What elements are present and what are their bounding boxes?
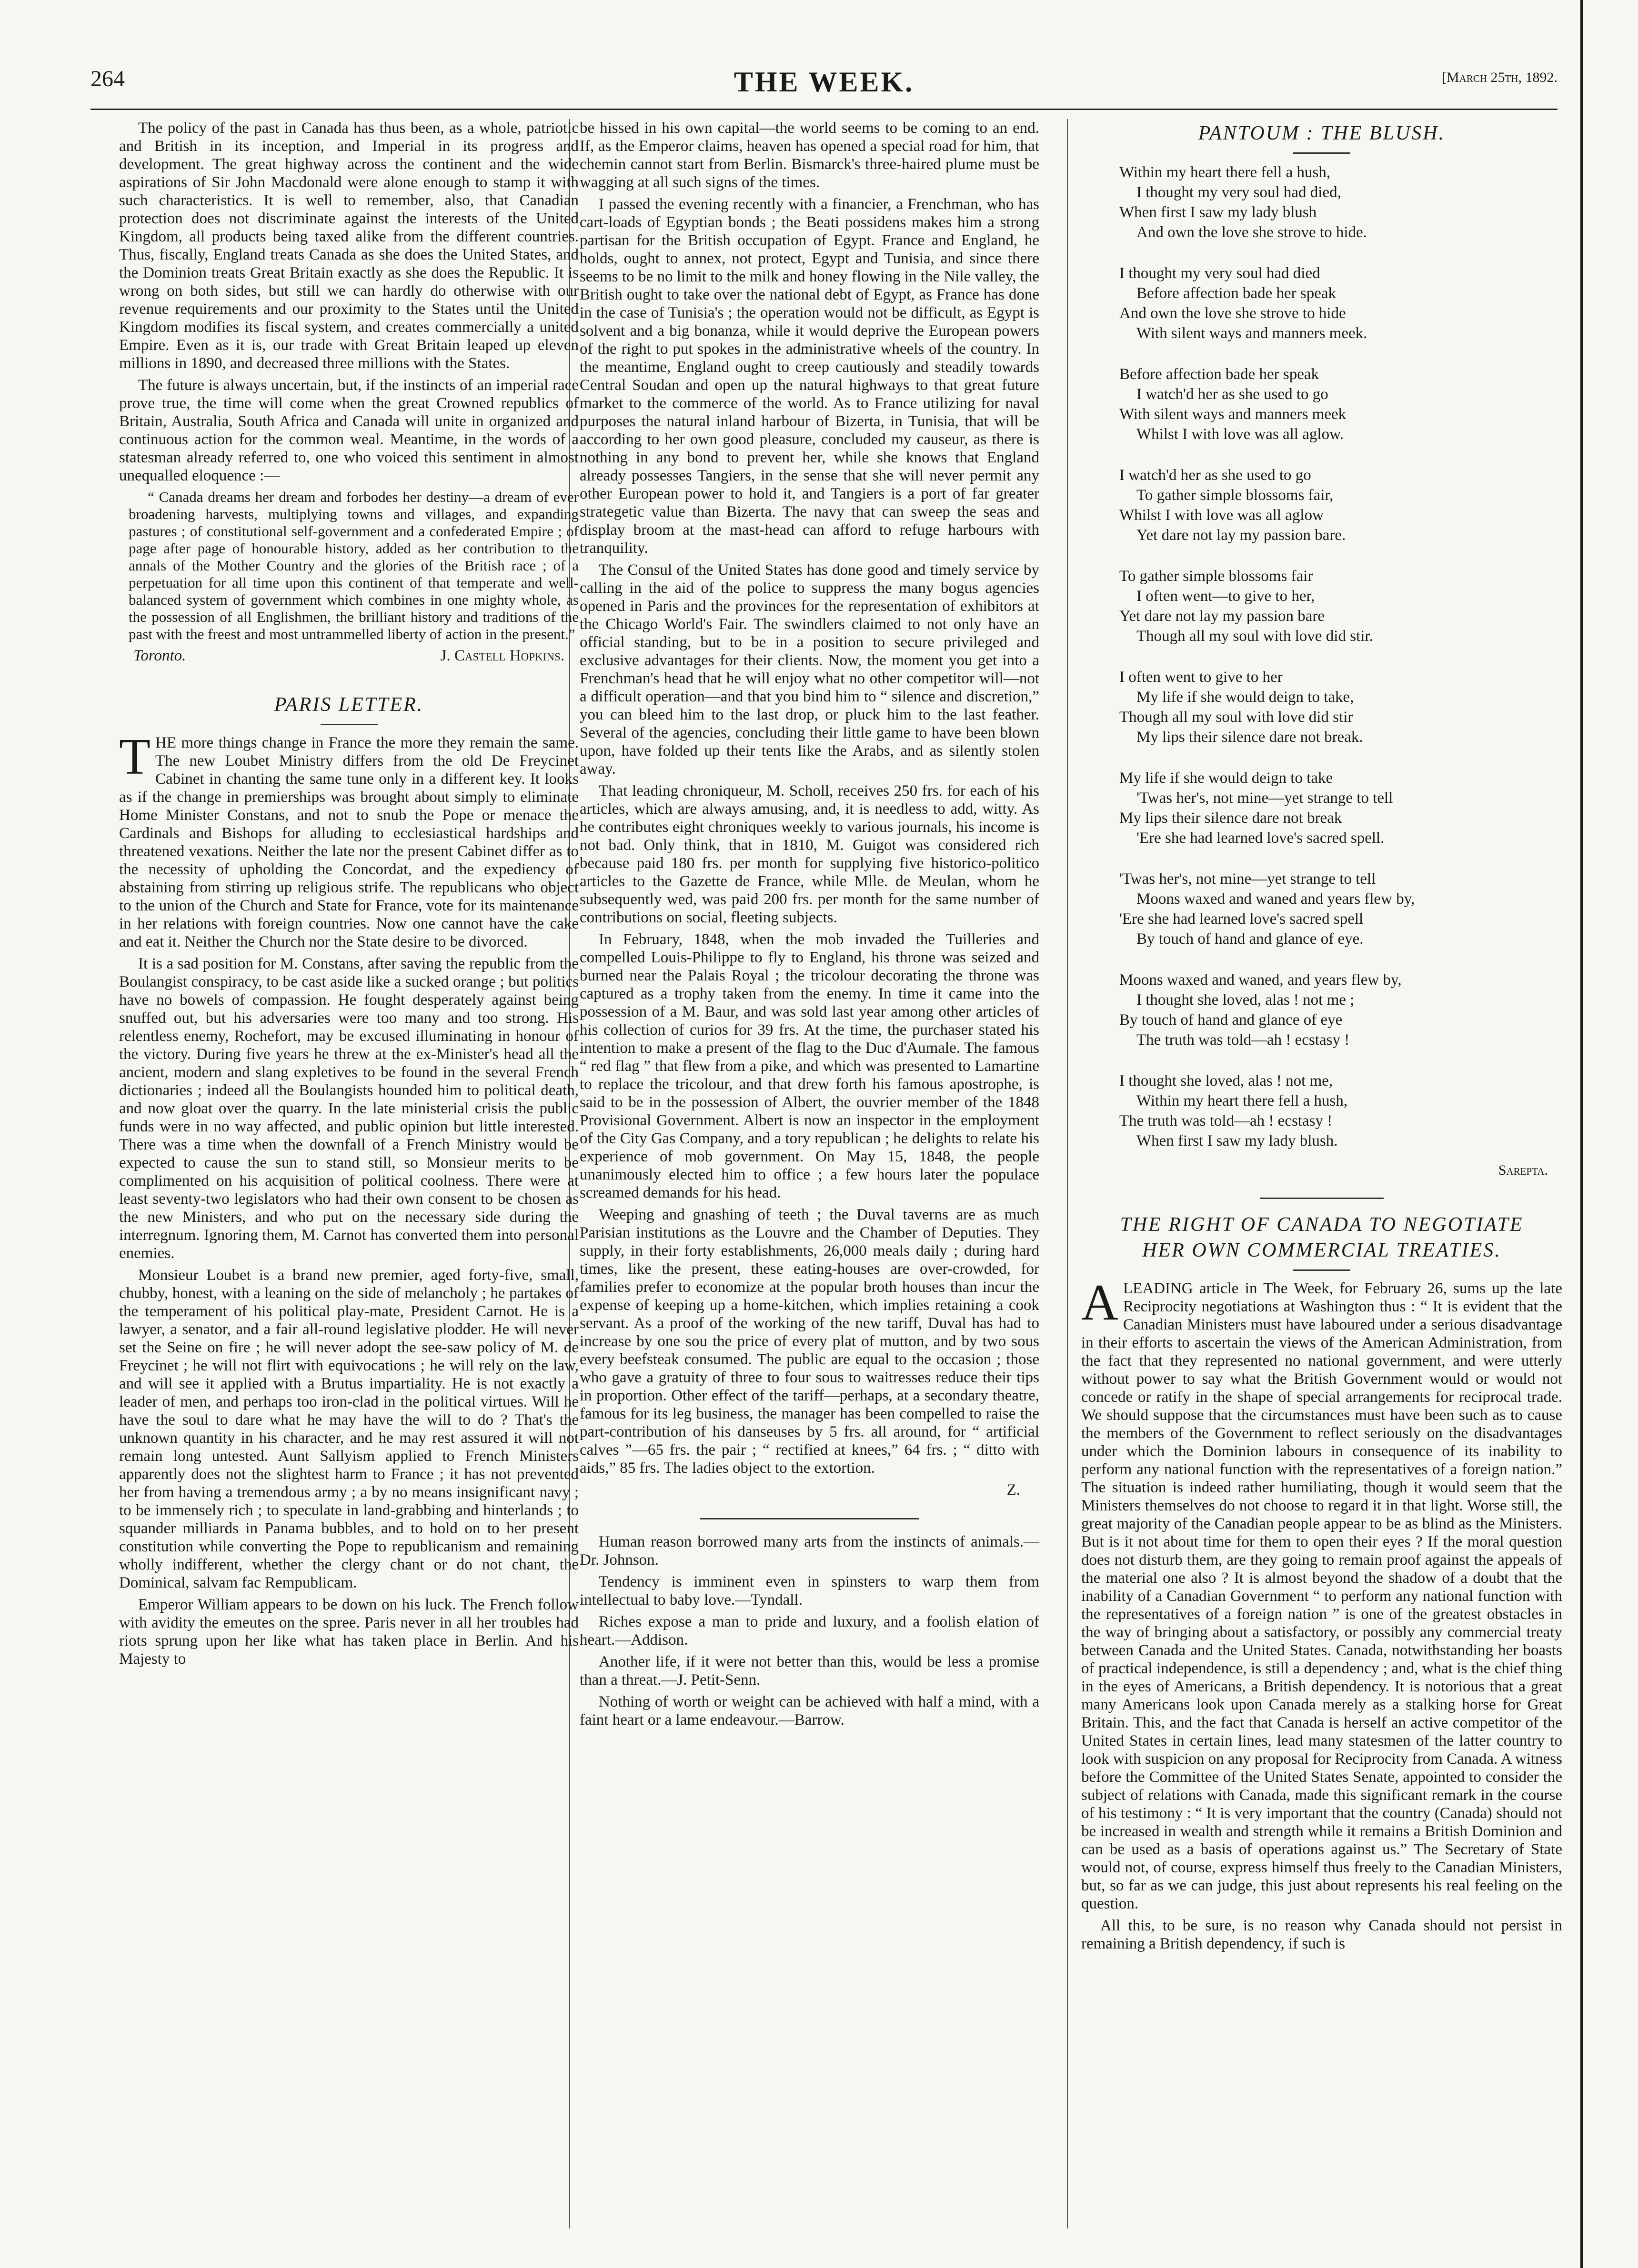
maxim: Tendency is imminent even in spinsters to warp them from intellectual to baby love.—Tyndall. <box>580 1573 1039 1609</box>
poem-signature: Sarepta. <box>1498 1162 1548 1178</box>
poem-line: Though all my soul with love did stir <box>1119 709 1353 726</box>
poem-line: I often went—to give to her, <box>1136 588 1315 605</box>
masthead: THE WEEK. <box>734 66 914 98</box>
signature-place: Toronto. <box>133 647 186 664</box>
poem-line: When first I saw my lady blush <box>1119 204 1317 221</box>
poem-line: The truth was told—ah ! ecstasy ! <box>1119 1112 1333 1129</box>
poem-line: Within my heart there fell a hush, <box>1119 164 1331 181</box>
paragraph-text: HE more things change in France the more they remain the same. The new Loubet Ministry differs from the old De Freycinet Cabinet in chanting the same tune only in a different key. It looks as if the change in premierships was brought about simply to eliminate Home Minister Constans, and not to snub the Pope or menace the Cardinals and Bishops for alluding to ecclesiastical hardships and threatened vexations. Neither the late nor the present Cabinet differ as to the necessity of upholding the Concordat, and the expediency of abstaining from stirring up religious strife. The republicans who object to the union of the Church and State for France, vote for its maintenance in her relations with foreign countries. Now one cannot have the cake and eat it. Neither the Church nor the State desire to be divorced. <box>119 734 579 950</box>
article-paragraph: I passed the evening recently with a financier, a Frenchman, who has cart-loads of Egyptian bonds ; the Beati possidens makes him a strong partisan for the British occupation of Egypt. France and England, he holds, ought to annex, not protect, Egypt and Tunisia, and since there seems to be no limit to the milk and honey flowing in the Nile valley, the British ought to take over the national debt of Egypt, as France has done in the case of Tunisia's ; the operation would not be difficult, as Egypt is solvent and a big bonanza, while it would deprive the European powers of the right to put spokes in the administrative wheels of the country. In the meantime, England ought to creep cautiously and steadily towards Central Soudan and open up the natural highways to that great future market to the commerce of the world. As to France utilizing for naval purposes the natural inland harbour of Bizerta, in Tunisia, that will be according to her own good pleasure, concluded my causeur, as there is nothing in any bond to prevent her, while she knows that England already possesses Tangiers, in the sense that she will never permit any other European power to hold it, and Tangiers is a port of far greater strategetic value than Bizerta. The navy that can sweep the seas and display broom at the mast-head can afford to refuge harbours with tranquility. <box>580 196 1039 557</box>
article-paragraph <box>1081 1274 1563 1913</box>
poem-line: I thought my very soul had died <box>1119 265 1320 282</box>
poem-line: By touch of hand and glance of eye <box>1119 1011 1343 1029</box>
block-quote: “ Canada dreams her dream and forbodes her destiny—a dream of ever broadening harvests, multiplying towns and villages, and expanding pastures ; of constitutional self-government and a confederated Empire ; of page after page of honourable history, added as her contribution to the annals of the Mother Country and the glories of the British race ; of a perpetuation for all time upon this continent of that temperate and well-balanced system of government which combines in one mighty whole, as the possession of all Englishmen, the brilliant history and traditions of the past with the freest and most untrammelled liberty of action in the present.” <box>129 489 579 642</box>
poem-line: To gather simple blossoms fair, <box>1136 487 1334 504</box>
article-paragraph: All this, to be sure, is no reason why Canada should not persist in remaining a British dependency, if such is <box>1081 1917 1562 1952</box>
poem-line: Though all my soul with love did stir. <box>1136 628 1373 645</box>
article-paragraph: In February, 1848, when the mob invaded the Tuilleries and compelled Louis-Philippe to fly to England, his throne was seized and burned near the Palais Royal ; the tricolour decorating the throne was captured as a trophy taken from the enemy. In time it came into the possession of a M. Baur, and was sold last year among other articles of his collection of curios for 39 frs. At the time, the purchaser stated his intention to make a present of the flag to the Duc d'Aumale. The famous “ red flag ” that flew from a pike, and which was presented to Lamartine to replace the tricolour, and that drew forth his famous apostrophe, is said to be in the possession of Albert, the ouvrier member of the 1848 Provisional Government. Albert is now an inspector in the employment of the City Gas Company, and a tory republican ; he delights to relate his experience of mob government. On May 15, 1848, the people unanimously elected him to office ; a few hours later the populace screamed demands for his head. <box>580 931 1039 1201</box>
column-3 <box>1081 119 1562 1957</box>
page-number: 264 <box>90 66 125 91</box>
poem-line: 'Twas her's, not mine—yet strange to tell <box>1136 789 1393 807</box>
poem-line: I thought she loved, alas ! not me, <box>1119 1072 1333 1089</box>
article-paragraph: That leading chroniqueur, M. Scholl, receives 250 frs. for each of his articles, which are always amusing, and, it is needless to add, witty. As he contributes eight chroniques weekly to various journals, his income is not bad. Only think, that in 1810, M. Guigot was considered rich because paid 180 frs. per month for supplying five historico-politico articles to the Gazette de France, while Mlle. de Meulan, whom he subsequently wed, was paid 200 frs. per month for the same number of contributions on social, fleeting subjects. <box>580 782 1039 926</box>
poem-stanza <box>1119 566 1562 646</box>
article-paragraph: The future is always uncertain, but, if the instincts of an imperial race prove true, the time will come when the great Crowned republics of Britain, Australia, South Africa and Canada will unite in organized and continuous action for the common weal. Meantime, in the words of a statesman already referred to, one who voiced this sentiment in almost unequalled eloquence :— <box>119 377 579 484</box>
poem-line: My life if she would deign to take <box>1119 769 1333 787</box>
poem-stanza <box>1119 869 1562 949</box>
maxim: Nothing of worth or weight can be achieved with half a mind, with a faint heart or a lame endeavour.—Barrow. <box>580 1693 1039 1728</box>
title-rule <box>321 724 378 725</box>
poem-line: Moons waxed and waned, and years flew by, <box>1119 971 1402 989</box>
article-paragraph: Emperor William appears to be down on his luck. The French follow with avidity the emeutes on the spree. Paris never in all her troubles had riots sprung upon her like what has taken place in Berlin. And his Majesty to <box>119 1596 579 1668</box>
poem-stanza <box>1119 1071 1562 1151</box>
poem-line: Whilst I with love was all aglow. <box>1136 426 1344 443</box>
poem-line: 'Ere she had learned love's sacred spell <box>1119 910 1364 928</box>
article-paragraph: It is a sad position for M. Constans, after saving the republic from the Boulangist conspiracy, to be cast aside like a sucked orange ; but politics have no bowels of compassion. He fought desperately against being snuffed out, but his adversaries were too many and too strong. His relentless enemy, Rochefort, may be excused illuminating in honour of the victory. During five years he threw at the ex-Minister's head all the ancient, modern and slang expletives to be found in the several French dictionaries ; indeed all the Boulangists hounded him to political death, and now gloat over the quarry. In the late ministerial crisis the public funds were in no way affected, and public opinion but little interested. There was a time when the downfall of a French Ministry would be expected to cause the sun to stand still, so Monsieur merits to be complimented on his acquisition of political coolness. There were at least seventy-two legislators who had their own consent to be chosen as the new Ministers, and who put on the necessary side during the interregnum. Ignoring them, M. Carnot has converted them into personal enemies. <box>119 955 579 1262</box>
poem-line: I watch'd her as she used to go <box>1136 386 1328 403</box>
poem-line: I often went to give to her <box>1119 669 1283 686</box>
poem-line: Yet dare not lay my passion bare. <box>1136 527 1346 544</box>
poem-line: Whilst I with love was all aglow <box>1119 507 1324 524</box>
paragraph-text: LEADING article in The Week, for February 26, sums up the late Reciprocity negotiations at Washington thus : “ It is evident that the Canadian Ministers must have laboured under a serious disadvantage in their efforts to ascertain the views of the American Administration, from the fact that they represented no national government, and were utterly without power to say what the British Government would or would not concede or ratify in the shape of special arrangements for reciprocal trade. We should suppose that the circumstances must have been such as to cause the members of the Government to reflect seriously on the disadvantages under which the Dominion labours in consequence of its inability to perform any national function with the representatives of a foreign nation.” The situation is indeed rather humiliating, though it would seem that the Ministers themselves do not choose to regard it in that light. Worse still, the great majority of the Canadian people appear to be as blind as the Ministers. But is it not about time for them to open their eyes ? If the moral question does not disturb them, are they going to remain proof against the appeals of the material one also ? It is almost beyond the shadow of a doubt that the inability of a Canadian Government “ to perform any national function with the representatives of a foreign nation ” is one of the greatest obstacles in the way of bringing about a satisfactory, or possibly any commercial treaty between Canada and the United States. Canada, notwithstanding her boasts of practical independence, is still a dependency ; and, what is the chief thing in the eyes of Americans, a British dependency. It is notorious that a great many Americans look upon Canada merely as a stalking horse for Great Britain. This, and the fact that Canada is herself an active competitor of the United States in certain lines, lead many statesmen of the latter country to look with suspicion on any proposal for Reciprocity from Canada. A witness before the Committee of the United States Senate, appointed to consider the subject of relations with Canada, made this significant remark in the course of his testimony : “ It is very important that the country (Canada) should not be increased in wealth and strength while it remains a British Dominion and can be used as a basis of operations against us.” The Secretary of State would not, of course, express himself thus freely to the Canadian Ministers, but, so far as we can judge, this just about represents his real feeling on the question. <box>1081 1280 1563 1912</box>
poem-line: Moons waxed and waned and years flew by, <box>1136 890 1415 908</box>
article-paragraph: The policy of the past in Canada has thus been, as a whole, patriotic and British in its inception, and Imperial in its progress and development. The great highway across the continent and the wide aspirations of Sir John Macdonald were alone enough to stamp it with such characteristics. It is well to remember, also, that Canadian protection does not discriminate against the interests of the United Kingdom, all products being taxed alike from the different countries. Thus, fiscally, England treats Canada as she does the United States, and the Dominion treats Great Britain exactly as she does the Republic. It is wrong on both sides, but still we can hardly do otherwise with our revenue requirements and our proximity to the States until the United Kingdom modifies its fiscal system, and creates commercially a united Empire. Even as it is, our trade with Great Britain leaped up eleven millions in 1890, and decreased three millions with the States. <box>119 120 579 372</box>
poem <box>1119 162 1562 1151</box>
poem-line: Before affection bade her speak <box>1136 285 1337 302</box>
column-rule-2 <box>1067 119 1068 2228</box>
maxim: Another life, if it were not better than this, would be less a promise than a threat.—J. Petit-Senn. <box>580 1653 1039 1689</box>
signature-author: J. Castell Hopkins. <box>440 647 564 664</box>
page-edge-rule <box>1580 0 1583 2268</box>
poem-line: With silent ways and manners meek. <box>1136 325 1367 342</box>
poem-line: I thought my very soul had died, <box>1136 184 1341 201</box>
title-rule <box>1293 1269 1350 1271</box>
article-paragraph: Monsieur Loubet is a brand new premier, aged forty-five, small, chubby, honest, with a leaning on the side of melancholy ; he partakes of the temperament of his political play-mate, President Carnot. He is a lawyer, a senator, and a fair all-round legislative plodder. He will never set the Seine on fire ; he will never adopt the see-saw policy of M. de Freycinet ; he will not flirt with equivocations ; he will rely on the law, and will see it applied with a Brutus impartiality. He is not exactly a leader of men, and perhaps too iron-clad in the political virtues. Will he have the soul to dare what he may have the will to do ? That's the unknown quantity in his character, and he may rest assured it will not remain long untested. Aunt Sallyism applied to French Ministers apparently does not the slightest harm to France ; it has not prevented her from having a tremendous army ; a by no means insignificant navy ; to be immensely rich ; to speculate in land-grabbing and hinterlands ; to squander milliards in Panama bubbles, and to hold on to her present constitution while converting the Pope to republicanism and remaining wholly indifferent, whether the clergy chant or do not chant, the Dominical, salvam fac Rempublicam. <box>119 1267 579 1591</box>
article-signature <box>119 647 579 665</box>
article-title-treaties-line1: THE RIGHT OF CANADA TO NEGOTIATE <box>1120 1214 1524 1236</box>
poem-line: With silent ways and manners meek <box>1119 406 1347 423</box>
column-1 <box>119 119 579 1672</box>
header-rule <box>90 109 1558 110</box>
page-header <box>90 66 1558 104</box>
maxims-list <box>580 1533 1039 1729</box>
drop-cap: T <box>119 729 151 785</box>
section-rule <box>700 1518 919 1519</box>
poem-line: 'Ere she had learned love's sacred spell. <box>1136 829 1385 847</box>
poem-line: And own the love she strove to hide <box>1119 305 1346 322</box>
article-paragraph: be hissed in his own capital—the world seems to be coming to an end. If, as the Emperor claims, heaven has opened a special road for him, that chemin cannot start from Berlin. Bismarck's three-haired plume must be wagging at all such signs of the times. <box>580 120 1039 191</box>
article-paragraph <box>119 729 579 951</box>
maxim: Riches expose a man to pride and luxury, and a foolish elation of heart.—Addison. <box>580 1613 1039 1649</box>
poem-stanza <box>1119 364 1562 444</box>
maxim: Human reason borrowed many arts from the instincts of animals.—Dr. Johnson. <box>580 1533 1039 1569</box>
poem-line: My lips their silence dare not break. <box>1136 729 1363 746</box>
section-rule <box>1260 1198 1384 1199</box>
poem-line: By touch of hand and glance of eye. <box>1136 930 1364 948</box>
poem-line: I watch'd her as she used to go <box>1119 467 1311 484</box>
poem-stanza <box>1119 465 1562 545</box>
article-paragraph: The Consul of the United States has done good and timely service by calling in the aid of the police to suppress the many bogus agencies opened in Paris and the provinces for the representation of exhibitors at the Chicago World's Fair. The swindlers claimed to not only have an official standing, but to be in a position to secure privileged and exclusive advantages for their clients. Now, the moment you get into a Frenchman's head that he will enjoy what no other competitor will—not a difficult operation—and that you bind him to “ silence and discretion,” you can bleed him to the last drop, or pluck him to the last feather. Several of the agencies, concluding their little game to have been blown upon, have folded up their tents like the Arabs, and as silently stolen away. <box>580 561 1039 778</box>
issue-date: [March 25th, 1892. <box>1441 70 1558 85</box>
article-title-treaties-line2: HER OWN COMMERCIAL TREATIES. <box>1142 1239 1501 1261</box>
article-signature: Z. <box>1006 1481 1020 1499</box>
article-title-paris-letter: PARIS LETTER. <box>274 694 424 716</box>
poem-stanza <box>1119 162 1562 242</box>
title-rule <box>1293 152 1350 154</box>
poem-line: I thought she loved, alas ! not me ; <box>1136 991 1355 1009</box>
poem-line: Yet dare not lay my passion bare <box>1119 608 1325 625</box>
poem-line: The truth was told—ah ! ecstasy ! <box>1136 1031 1350 1049</box>
poem-stanza <box>1119 667 1562 747</box>
poem-line: Within my heart there fell a hush, <box>1136 1092 1348 1109</box>
column-2 <box>580 119 1039 1733</box>
poem-line: 'Twas her's, not mine—yet strange to tell <box>1119 870 1376 888</box>
poem-stanza <box>1119 768 1562 848</box>
poem-title: PANTOUM : THE BLUSH. <box>1198 122 1446 144</box>
drop-cap: A <box>1081 1274 1118 1331</box>
article-paragraph: Weeping and gnashing of teeth ; the Duval taverns are as much Parisian institutions as the Louvre and the Chamber of Deputies. They supply, in their forty establishments, 26,000 meals daily ; during hard times, like the present, these eating-houses are over-crowded, for families prefer to economize at the popular broth houses than incur the expense of keeping up a home-kitchen, which implies retaining a cook servant. As a proof of the working of the new tariff, Duval has had to increase by one sou the price of every plat of mutton, and by two sous every beefsteak consumed. The public are equal to the occasion ; those who gave a gratuity of three to four sous to waitresses reduce their tips in proportion. Other effect of the tariff—perhaps, at a secondary theatre, famous for its leg business, the manager has been compelled to raise the part-contribution of his danseuses by 5 frs. all around, for “ artificial calves ”—65 frs. the pair ; “ rectified at knees,” 64 frs. ; “ ditto with aids,” 85 frs. The ladies object to the extortion. <box>580 1206 1039 1477</box>
poem-stanza <box>1119 263 1562 343</box>
poem-line: When first I saw my lady blush. <box>1136 1132 1338 1149</box>
poem-line: And own the love she strove to hide. <box>1136 224 1367 241</box>
poem-line: To gather simple blossoms fair <box>1119 568 1313 585</box>
poem-line: My lips their silence dare not break <box>1119 809 1342 827</box>
poem-line: Before affection bade her speak <box>1119 366 1319 383</box>
poem-stanza <box>1119 970 1562 1050</box>
poem-line: My life if she would deign to take, <box>1136 689 1354 706</box>
